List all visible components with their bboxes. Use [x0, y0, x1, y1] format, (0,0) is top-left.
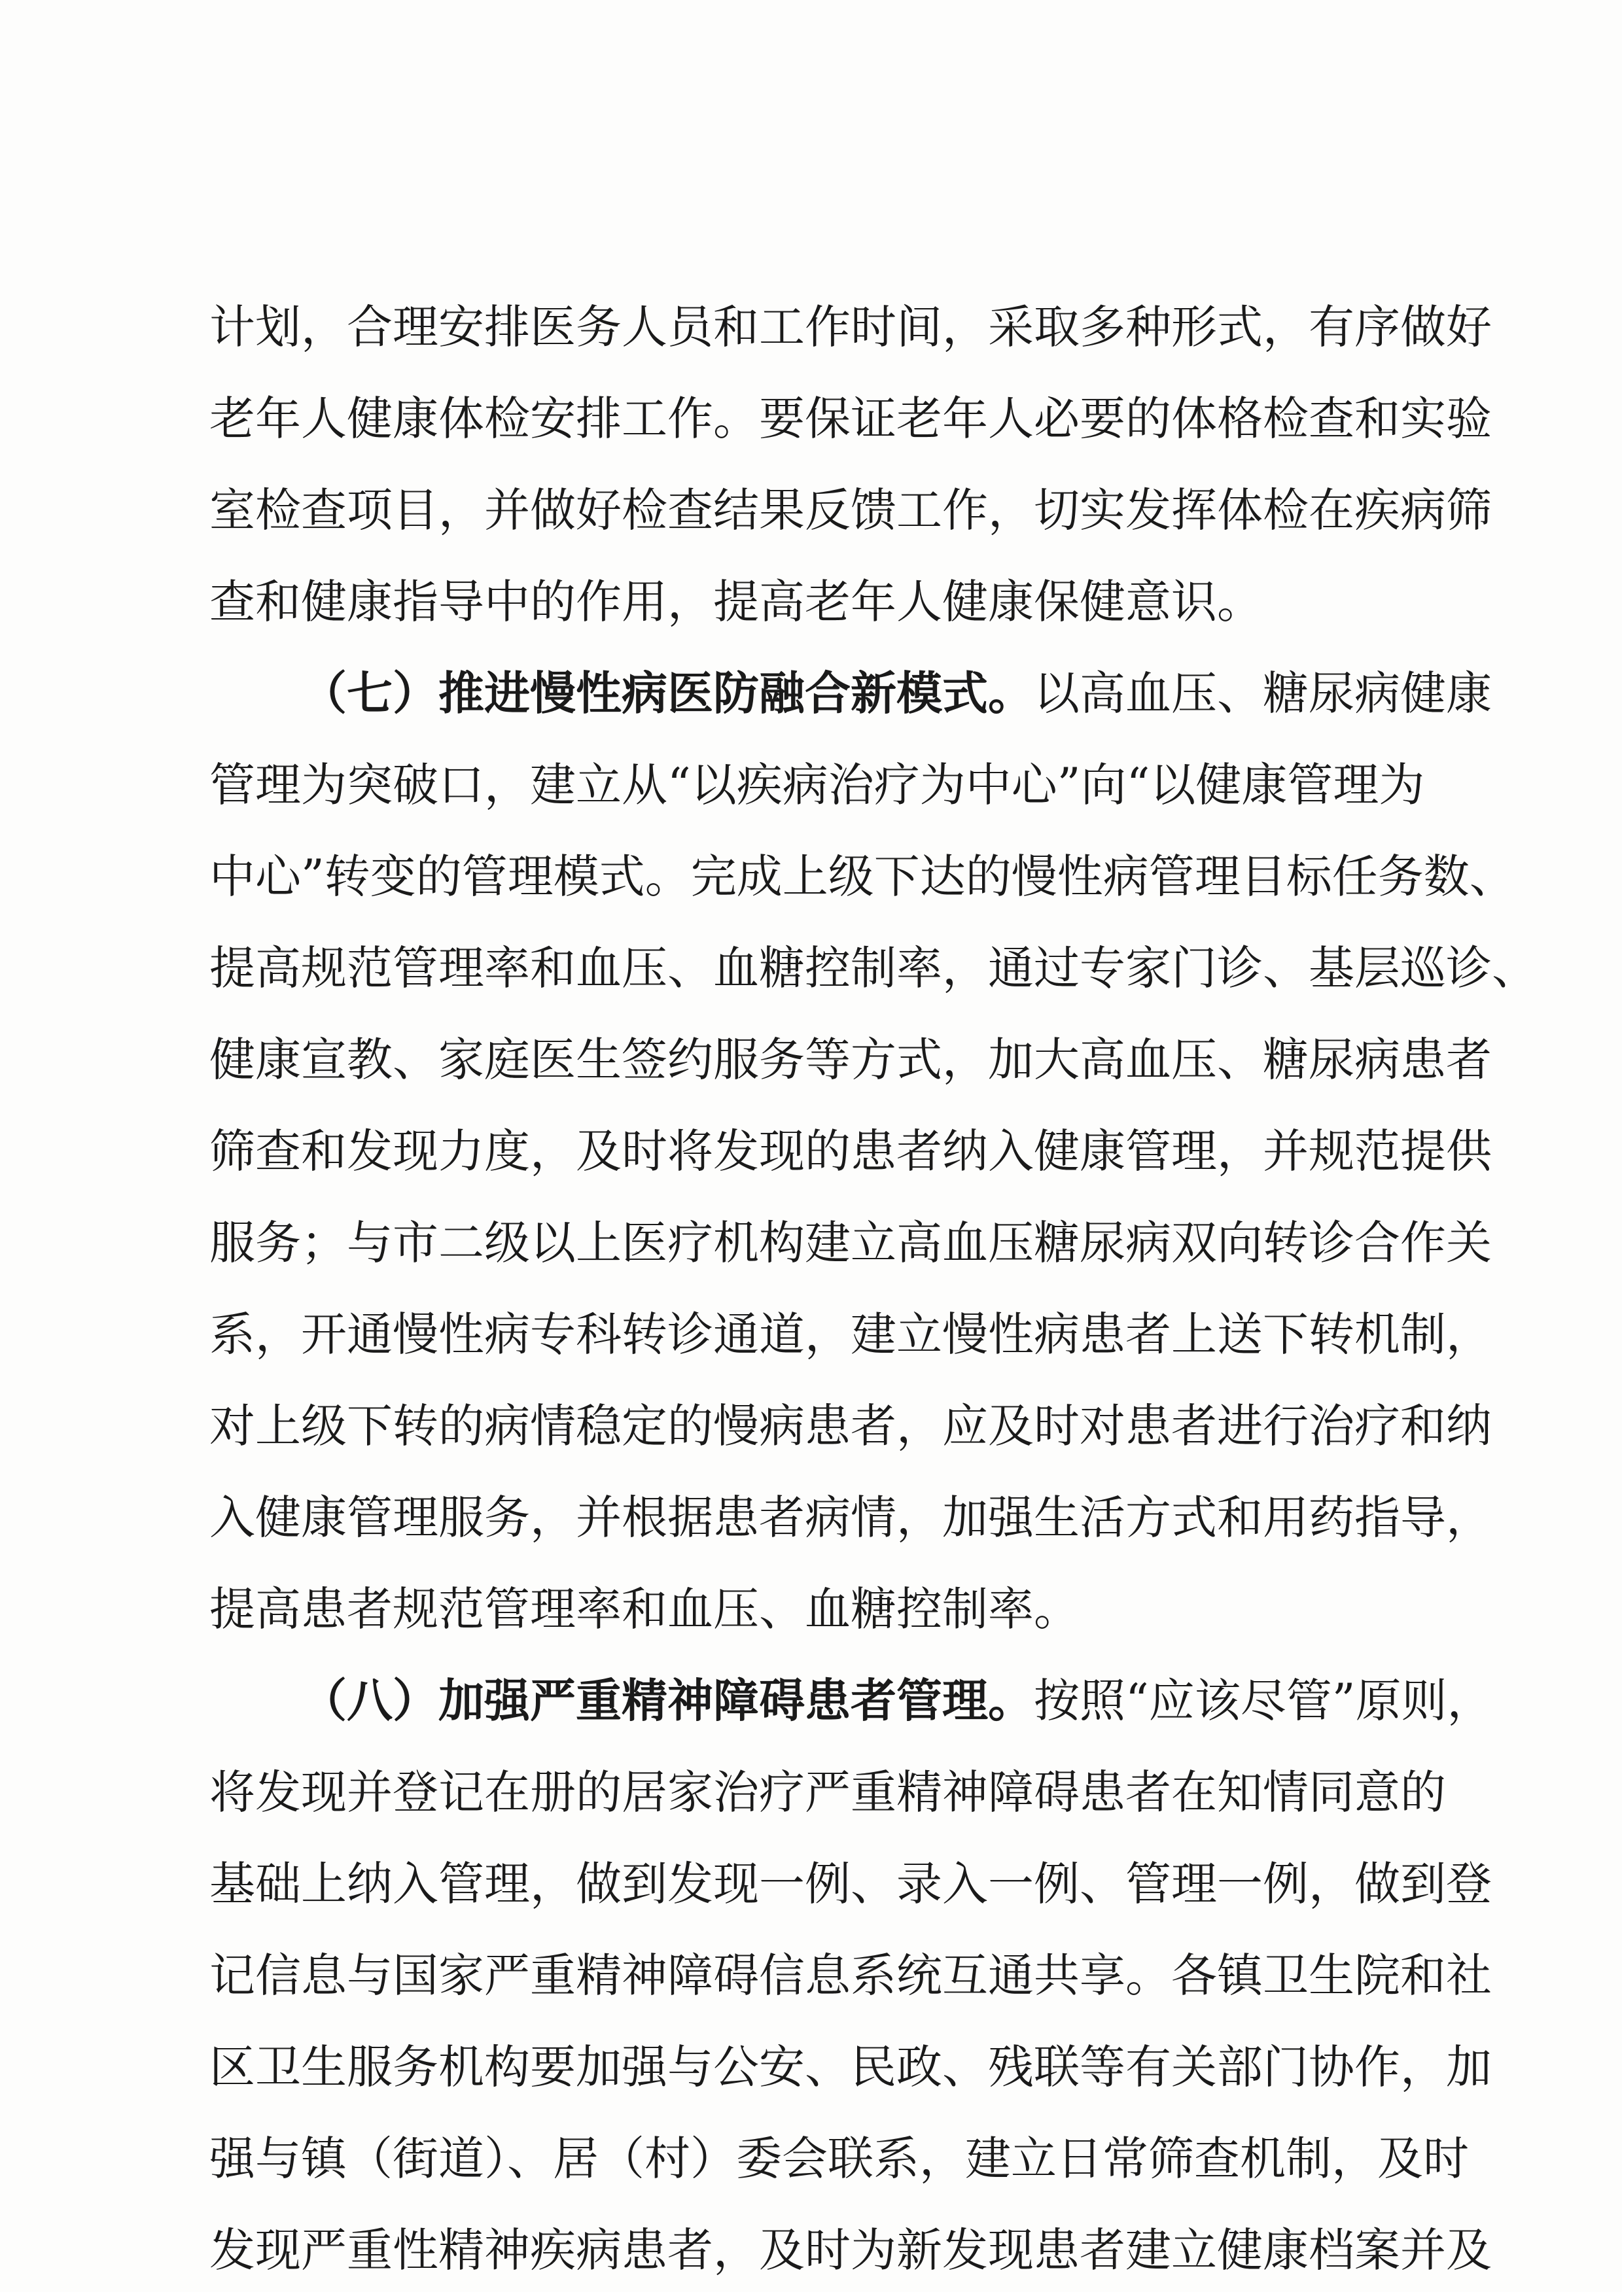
text-span: 以高血压、糖尿病健康 [1034, 667, 1492, 720]
text-line: 基础上纳入管理，做到发现一例、录入一例、管理一例，做到登 [209, 1857, 1492, 1911]
text-line: 区卫生服务机构要加强与公安、民政、残联等有关部门协作，加 [209, 2040, 1492, 2094]
text-line: 室检查项目，并做好检查结果反馈工作，切实发挥体检在疾病筛 [209, 483, 1492, 537]
text-line: 记信息与国家严重精神障碍信息系统互通共享。各镇卫生院和社 [209, 1949, 1492, 2002]
text-span: 按照“应该尽管”原则， [1034, 1674, 1493, 1728]
text-line: 计划，合理安排医务人员和工作时间，采取多种形式，有序做好 [209, 300, 1492, 354]
section-8-first-line [301, 1655, 1493, 1747]
text-line: 提高规范管理率和血压、血糖控制率，通过专家门诊、基层巡诊、 [209, 941, 1538, 995]
text-line: 入健康管理服务，并根据患者病情，加强生活方式和用药指导， [209, 1491, 1492, 1544]
text-line: 强与镇（街道）、居（村）委会联系，建立日常筛查机制，及时 [209, 2132, 1469, 2185]
section-heading: （七）推进慢性病医防融合新模式。 [301, 666, 1034, 720]
text-line: 发现严重性精神疾病患者，及时为新发现患者建立健康档案并及 [209, 2223, 1492, 2277]
text-line: 服务；与市二级以上医疗机构建立高血压糖尿病双向转诊合作关 [209, 1216, 1492, 1270]
section-heading: （八）加强严重精神障碍患者管理。 [301, 1673, 1034, 1728]
text-line: 系，开通慢性病专科转诊通道，建立慢性病患者上送下转机制， [209, 1308, 1492, 1361]
text-line: 中心”转变的管理模式。完成上级下达的慢性病管理目标任务数、 [209, 850, 1515, 903]
text-line: 老年人健康体检安排工作。要保证老年人必要的体格检查和实验 [209, 392, 1492, 445]
text-line: 将发现并登记在册的居家治疗严重精神障碍患者在知情同意的 [209, 1765, 1446, 1819]
text-line: 管理为突破口，建立从“以疾病治疗为中心”向“以健康管理为 [209, 758, 1425, 812]
text-line: 筛查和发现力度，及时将发现的患者纳入健康管理，并规范提供 [209, 1124, 1492, 1178]
text-line: 提高患者规范管理率和血压、血糖控制率。 [209, 1582, 1080, 1636]
text-line: 健康宣教、家庭医生签约服务等方式，加大高血压、糖尿病患者 [209, 1033, 1492, 1087]
section-7-first-line [301, 648, 1492, 739]
text-line: 对上级下转的病情稳定的慢病患者，应及时对患者进行治疗和纳 [209, 1399, 1492, 1453]
text-line: 查和健康指导中的作用，提高老年人健康保健意识。 [209, 575, 1263, 629]
